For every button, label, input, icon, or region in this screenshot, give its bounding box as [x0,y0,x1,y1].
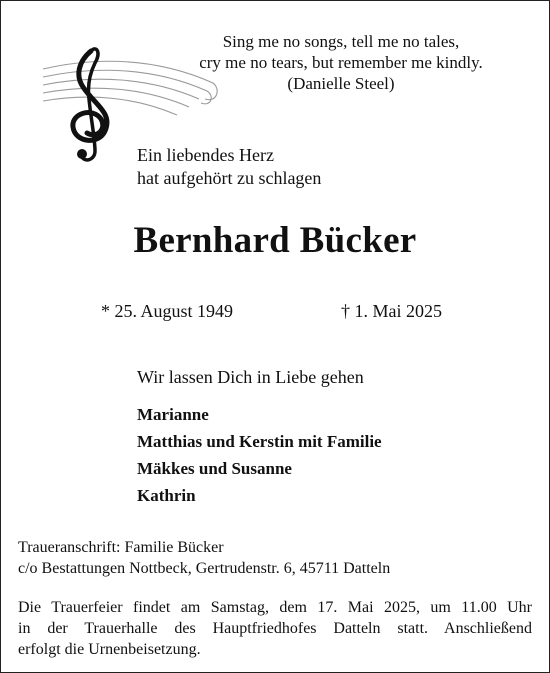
quote-author: (Danielle Steel) [287,74,395,93]
mourner: Marianne [137,405,209,424]
quote [161,31,521,94]
mourner: Matthias und Kerstin mit Familie [137,432,382,451]
address-line: Traueranschrift: Familie Bücker [18,539,224,556]
birth-date: * 25. August 1949 [101,301,234,321]
mourner: Kathrin [137,486,196,505]
intro-text [137,144,321,190]
address-line: c/o Bestattungen Nottbeck, Gertrudenstr. 6, 45711 Datteln [18,560,391,577]
intro-line: hat aufgehört zu schlagen [137,168,322,188]
quote-line: cry me no tears, but remember me kindly. [199,53,483,72]
mourner: Mäkkes und Susanne [137,459,292,478]
farewell-text: Wir lassen Dich in Liebe gehen [137,367,364,387]
ceremony-line: Die Trauerfeier findet am Samstag, dem 17. Mai 2025, um 11.00 Uhr [18,599,532,616]
death-date: † 1. Mai 2025 [341,301,442,321]
mourners-list [137,401,382,509]
deceased-name: Bernhard Bücker [133,220,417,261]
ceremony-line: in der Trauerhalle des Hauptfriedhofes Datteln statt. Anschließend [18,620,532,637]
intro-line: Ein liebendes Herz [137,145,274,165]
ceremony-line: erfolgt die Urnenbeisetzung. [18,641,201,658]
ceremony-info [18,597,532,660]
condolence-address [18,537,390,579]
quote-line: Sing me no songs, tell me no tales, [222,32,460,51]
